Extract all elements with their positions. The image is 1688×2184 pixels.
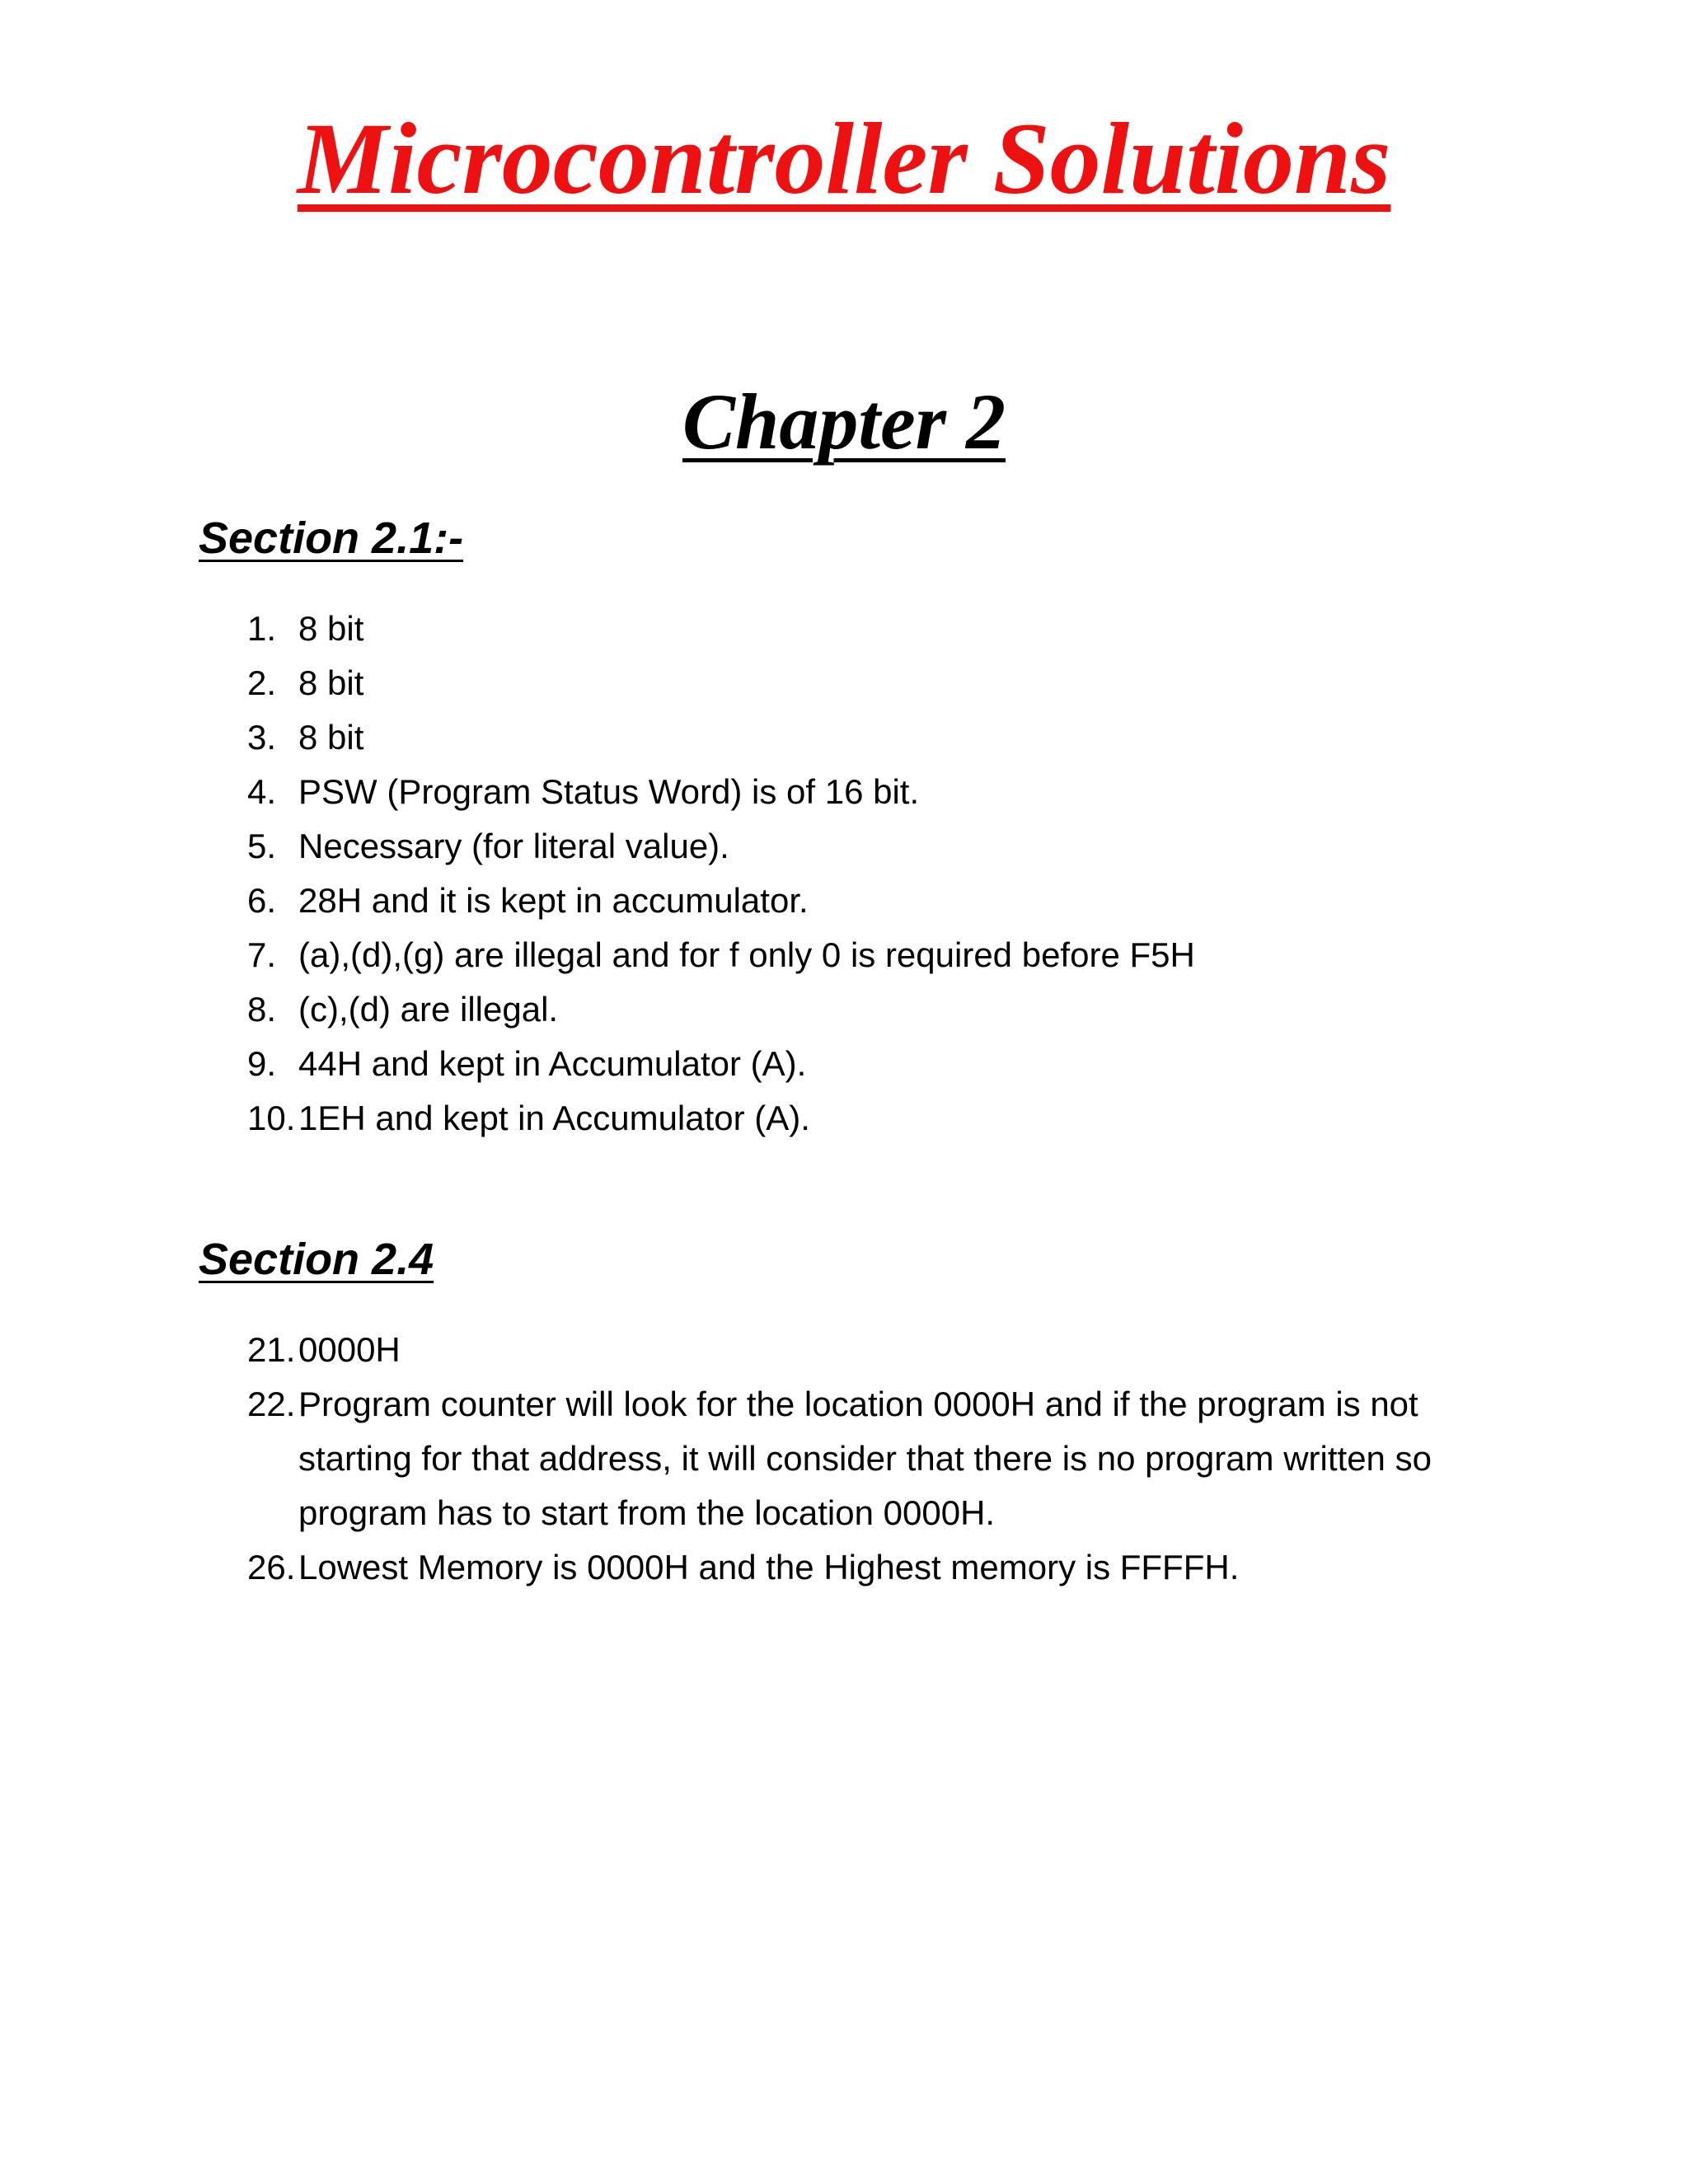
item-text: Necessary (for literal value).	[298, 827, 729, 865]
item-number: 21.	[247, 1330, 296, 1369]
section-2-4-answer-list	[247, 1323, 1533, 1595]
item-number: 6.	[247, 881, 277, 920]
item-text: (a),(d),(g) are illegal and for f only 0 is required before F5H	[298, 935, 1195, 974]
item-text: Lowest Memory is 0000H and the Highest memory is FFFFH.	[298, 1548, 1240, 1586]
list-item	[247, 765, 1533, 819]
list-item	[247, 982, 1533, 1037]
list-item	[247, 656, 1533, 710]
item-text: 28H and it is kept in accumulator.	[298, 881, 809, 920]
section-2-4-heading: Section 2.4	[199, 1235, 434, 1284]
item-text: 8 bit	[298, 718, 364, 757]
item-text: 0000H	[298, 1330, 401, 1369]
list-item	[247, 874, 1533, 928]
document-title: Microcontroller Solutions	[297, 102, 1391, 215]
list-item	[247, 1037, 1533, 1091]
list-item	[247, 602, 1533, 656]
item-number: 22.	[247, 1385, 296, 1423]
item-number: 26.	[247, 1548, 296, 1586]
item-text: Program counter will look for the location 0000H and if the program is not starting for that address, it will consider that there is no program written so program has to start from the location 0000H.	[298, 1385, 1432, 1532]
item-number: 3.	[247, 718, 277, 757]
item-number: 7.	[247, 935, 277, 974]
item-number: 9.	[247, 1044, 277, 1083]
item-text: 8 bit	[298, 663, 364, 702]
list-item	[247, 710, 1533, 765]
item-number: 2.	[247, 663, 277, 702]
item-text: 44H and kept in Accumulator (A).	[298, 1044, 807, 1083]
item-text: PSW (Program Status Word) is of 16 bit.	[298, 772, 920, 811]
list-item	[247, 1091, 1533, 1146]
section-2-1-heading: Section 2.1:-	[199, 513, 464, 563]
item-text: (c),(d) are illegal.	[298, 990, 559, 1029]
list-item	[247, 1540, 1533, 1595]
list-item	[247, 819, 1533, 874]
item-number: 8.	[247, 990, 277, 1029]
item-number: 1.	[247, 609, 277, 648]
list-item	[247, 1323, 1533, 1377]
item-text: 8 bit	[298, 609, 364, 648]
list-item	[247, 928, 1533, 982]
chapter-title: Chapter 2	[682, 377, 1006, 466]
item-text: 1EH and kept in Accumulator (A).	[298, 1099, 810, 1137]
item-number: 5.	[247, 827, 277, 865]
item-number: 10.	[247, 1099, 296, 1137]
list-item	[247, 1377, 1533, 1540]
item-number: 4.	[247, 772, 277, 811]
section-2-1-answer-list	[247, 602, 1533, 1146]
